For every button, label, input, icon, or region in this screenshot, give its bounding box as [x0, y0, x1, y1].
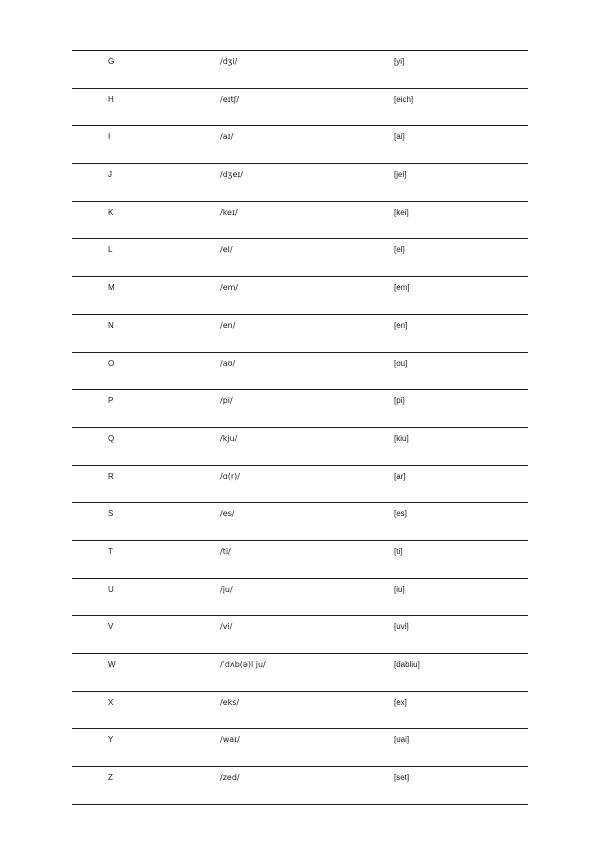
- letter-cell: G: [108, 57, 115, 66]
- ipa-transcription-cell: /dʒi/: [220, 57, 238, 66]
- pronunciation-cell: [set]: [394, 773, 410, 783]
- ipa-transcription-cell: /es/: [220, 509, 235, 519]
- table-row: [72, 466, 528, 504]
- table-row: [72, 616, 528, 654]
- ipa-transcription-cell: /pi/: [220, 396, 233, 406]
- table-row: [72, 767, 528, 805]
- letter-cell: N: [108, 320, 114, 330]
- pronunciation-cell: [kiu]: [394, 433, 409, 443]
- letter-cell: L: [108, 245, 113, 255]
- ipa-transcription-cell: /aʊ/: [220, 358, 236, 368]
- ipa-transcription-cell: /ju/: [220, 584, 233, 594]
- pronunciation-cell: [el]: [394, 245, 405, 255]
- table-row: [72, 579, 528, 617]
- table-row: [72, 353, 528, 391]
- letter-cell: M: [108, 283, 115, 293]
- ipa-transcription-cell: /eɪtʃ/: [220, 94, 240, 104]
- table-row: [72, 729, 528, 767]
- table-row: [72, 164, 528, 202]
- pronunciation-cell: [ai]: [394, 132, 405, 142]
- letter-cell: Z: [108, 773, 113, 783]
- ipa-transcription-cell: /keɪ/: [220, 207, 238, 217]
- pronunciation-cell: [uai]: [394, 735, 410, 745]
- table-row: [72, 428, 528, 466]
- pronunciation-cell: [em]: [394, 283, 410, 293]
- ipa-transcription-cell: /dʒeɪ/: [220, 170, 243, 180]
- letter-cell: P: [108, 396, 114, 406]
- letter-cell: R: [108, 471, 114, 481]
- pronunciation-cell: [uvi]: [394, 622, 409, 632]
- table-row: [72, 51, 528, 89]
- table-row: [72, 315, 528, 353]
- ipa-transcription-cell: /ti/: [220, 546, 231, 556]
- letter-cell: T: [108, 546, 113, 556]
- pronunciation-cell: [es]: [394, 509, 407, 519]
- letter-cell: X: [108, 697, 114, 707]
- pronunciation-cell: [jei]: [394, 170, 407, 180]
- table-row: [72, 390, 528, 428]
- letter-cell: H: [108, 94, 114, 104]
- letter-cell: W: [108, 660, 116, 669]
- ipa-transcription-cell: /zed/: [220, 773, 240, 783]
- ipa-transcription-cell: /en/: [220, 320, 236, 330]
- ipa-transcription-cell: /waɪ/: [220, 735, 240, 745]
- letter-cell: V: [108, 622, 114, 632]
- pronunciation-cell: [en]: [394, 320, 408, 330]
- alphabet-pronunciation-table: [72, 50, 528, 805]
- letter-cell: O: [108, 358, 115, 368]
- pronunciation-cell: [dabliu]: [394, 660, 420, 669]
- ipa-transcription-cell: /eks/: [220, 697, 240, 707]
- pronunciation-cell: [ti]: [394, 546, 403, 556]
- pronunciation-cell: [ou]: [394, 358, 408, 368]
- letter-cell: S: [108, 509, 114, 519]
- letter-cell: U: [108, 584, 114, 594]
- letter-cell: Q: [108, 433, 115, 443]
- table-row: [72, 692, 528, 730]
- letter-cell: I: [108, 132, 111, 142]
- table-row: [72, 89, 528, 127]
- pronunciation-cell: [ex]: [394, 697, 407, 707]
- ipa-transcription-cell: /em/: [220, 283, 239, 293]
- pronunciation-cell: [eich]: [394, 94, 414, 104]
- pronunciation-cell: [ar]: [394, 471, 406, 481]
- table-row: [72, 541, 528, 579]
- table-row: [72, 277, 528, 315]
- ipa-transcription-cell: /el/: [220, 245, 233, 255]
- pronunciation-cell: [iu]: [394, 584, 405, 594]
- ipa-transcription-cell: /vi/: [220, 622, 233, 632]
- ipa-transcription-cell: /aɪ/: [220, 132, 234, 142]
- table-row: [72, 126, 528, 164]
- table-row: [72, 202, 528, 240]
- ipa-transcription-cell: /ˈdʌb(ə)l ju/: [220, 660, 266, 669]
- letter-cell: K: [108, 207, 114, 217]
- pronunciation-cell: [kei]: [394, 207, 409, 217]
- ipa-transcription-cell: /kju/: [220, 433, 238, 443]
- table-row: [72, 239, 528, 277]
- table-row: [72, 503, 528, 541]
- table-row: [72, 654, 528, 692]
- letter-cell: J: [108, 170, 112, 180]
- pronunciation-cell: [yi]: [394, 57, 405, 66]
- letter-cell: Y: [108, 735, 114, 745]
- pronunciation-cell: [pi]: [394, 396, 405, 406]
- ipa-transcription-cell: /ɑ(r)/: [220, 471, 240, 481]
